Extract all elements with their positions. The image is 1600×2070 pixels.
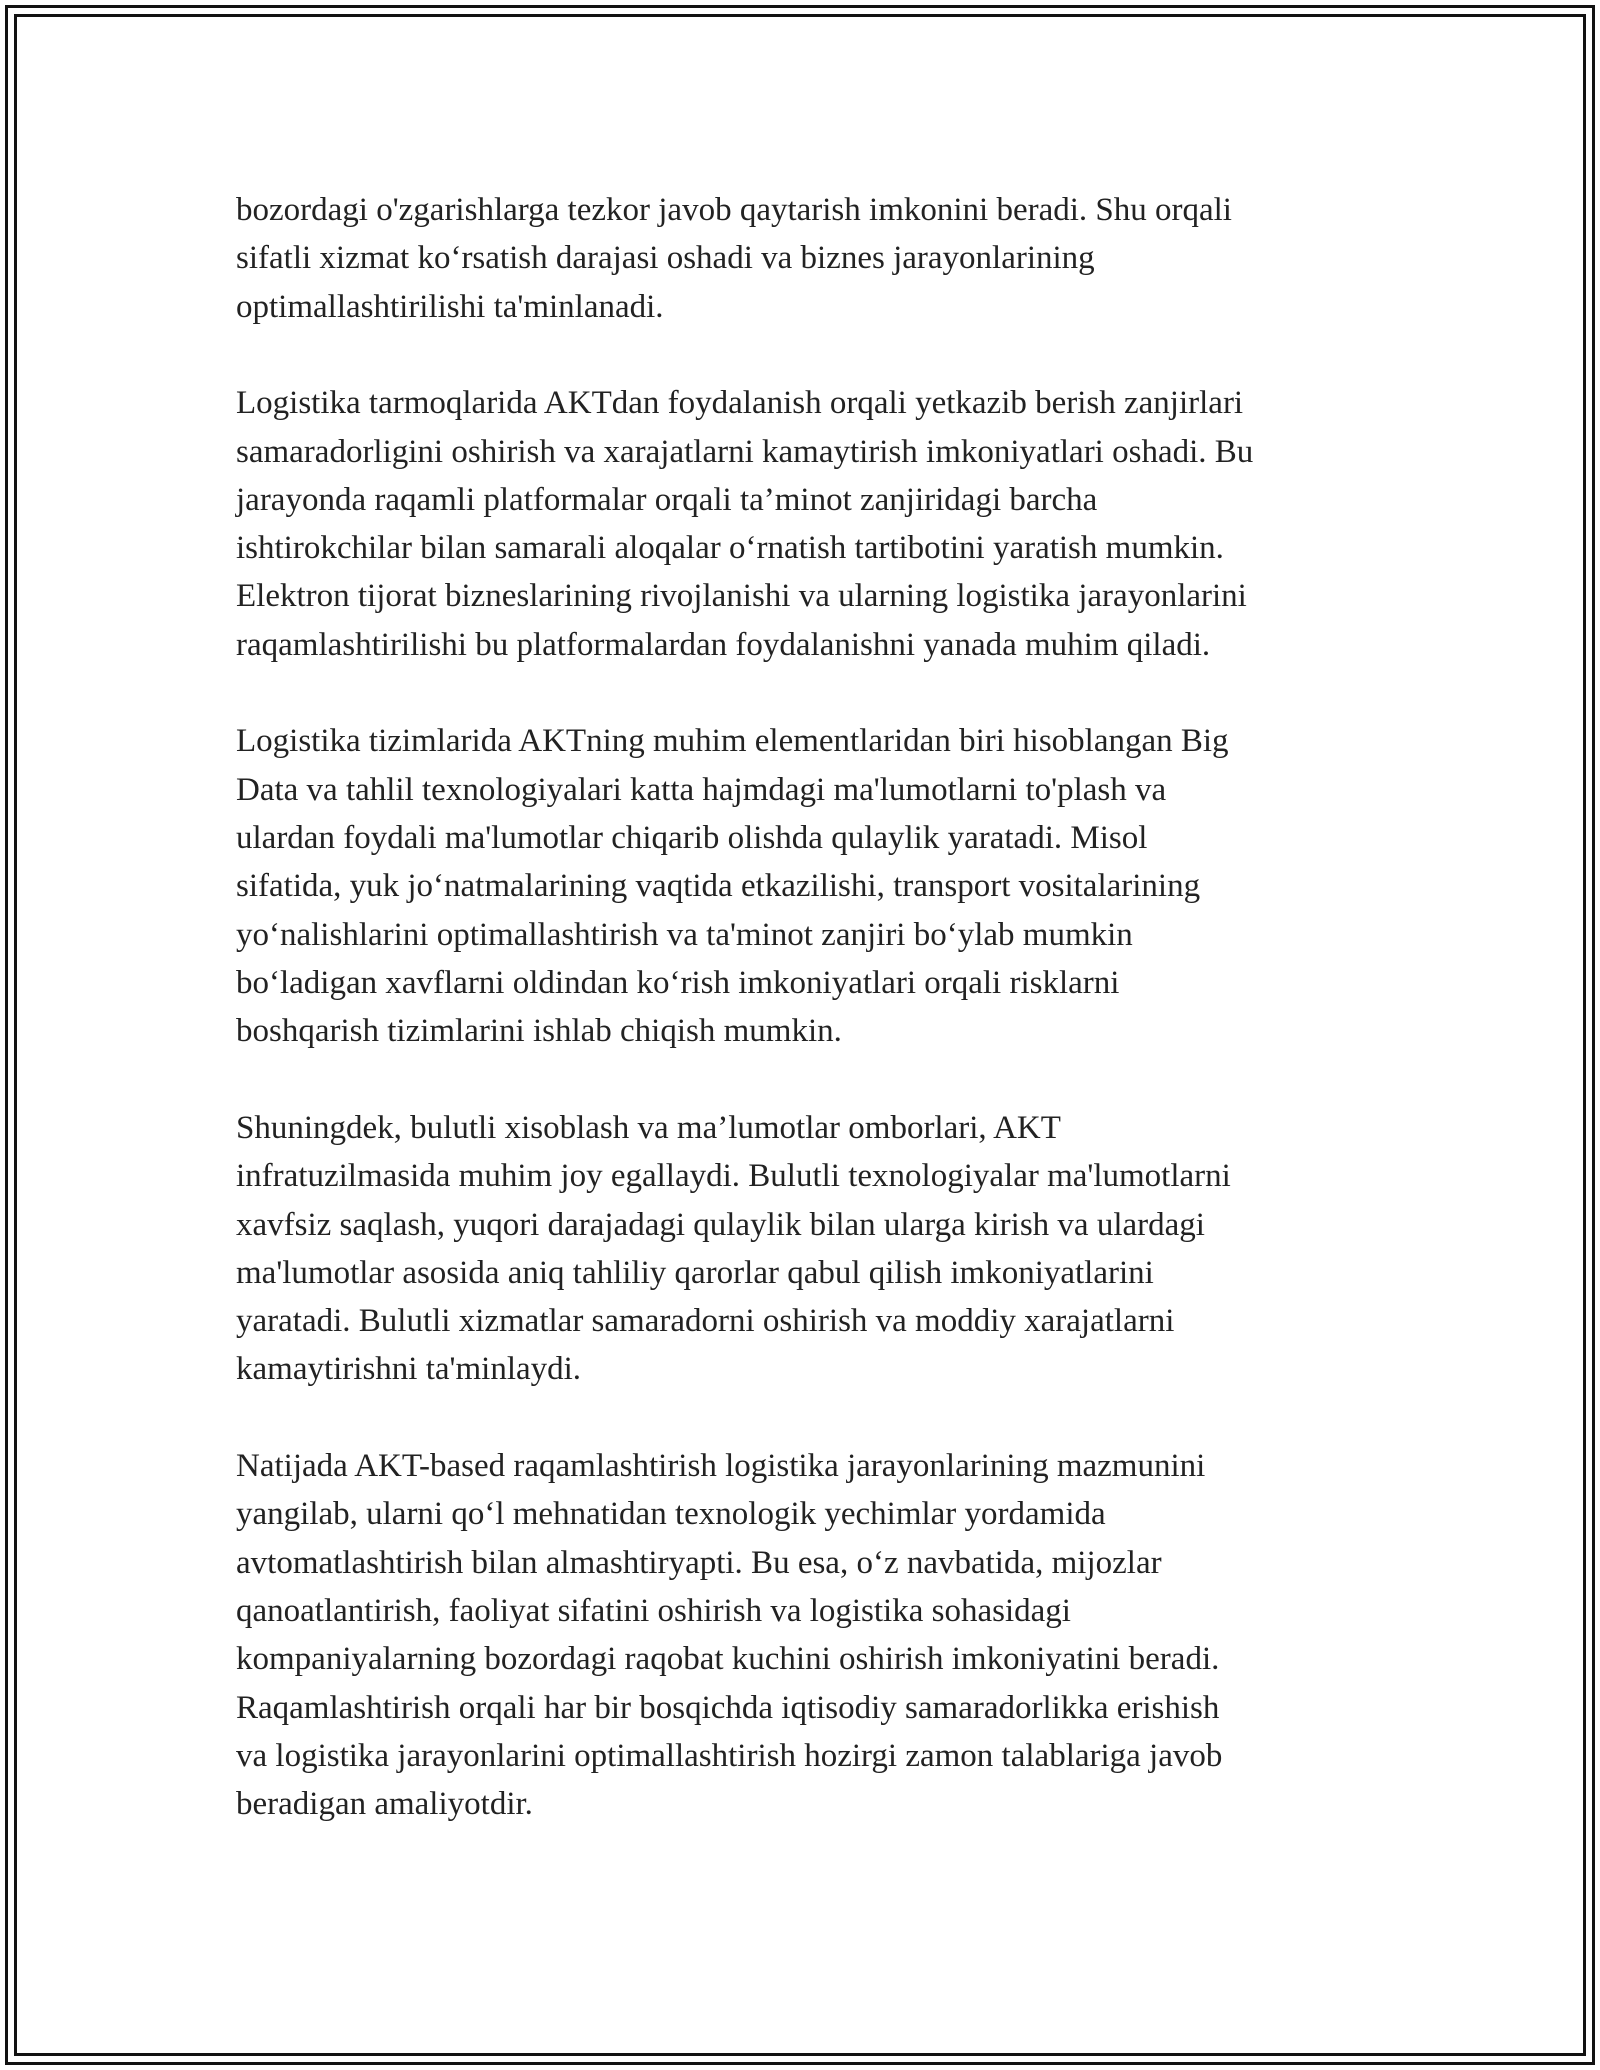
text-line: infratuzilmasida muhim joy egallaydi. Bulutli texnologiyalar ma'lumotlarni	[236, 1158, 1231, 1195]
text-line: boshqarish tizimlarini ishlab chiqish mumkin.	[236, 1013, 842, 1050]
text-line: Data va tahlil texnologiyalari katta hajmdagi ma'lumotlarni to'plash va	[236, 771, 1167, 808]
text-line: samaradorligini oshirish va xarajatlarni kamaytirish imkoniyatlari oshadi. Bu	[236, 433, 1254, 470]
text-line: Raqamlashtirish orqali har bir bosqichda iqtisodiy samaradorlikka erishish	[236, 1689, 1220, 1726]
text-line: xavfsiz saqlash, yuqori darajadagi qulaylik bilan ularga kirish va ulardagi	[236, 1206, 1205, 1243]
text-line: bo‘ladigan xavflarni oldindan ko‘rish imkoniyatlari orqali risklarni	[236, 964, 1120, 1001]
text-line: beradigan amaliyotdir.	[236, 1786, 533, 1823]
text-line: bozordagi o'zgarishlarga tezkor javob qaytarish imkonini beradi. Shu orqali	[236, 192, 1232, 228]
paragraph-4	[236, 1104, 1386, 1394]
text-line: qanoatlantirish, faoliyat sifatini oshirish va logistika sohasidagi	[236, 1592, 1071, 1629]
text-line: avtomatlashtirish bilan almashtiryapti. Bu esa, o‘z navbatida, mijozlar	[236, 1544, 1162, 1581]
text-line: yaratadi. Bulutli xizmatlar samaradorni oshirish va moddiy xarajatlarni	[236, 1303, 1175, 1340]
paragraph-2	[236, 379, 1386, 669]
text-line: optimallashtirilishi ta'minlanadi.	[236, 288, 664, 325]
text-line: yangilab, ularni qo‘l mehnatidan texnologik yechimlar yordamida	[236, 1496, 1106, 1533]
text-line: Logistika tizimlarida AKTning muhim elementlaridan biri hisoblangan Big	[236, 723, 1229, 760]
paragraph-5	[236, 1442, 1386, 1828]
text-line: ishtirokchilar bilan samarali aloqalar o‘rnatish tartibotini yaratish mumkin.	[236, 530, 1224, 567]
text-line: ulardan foydali ma'lumotlar chiqarib olishda qulaylik yaratadi. Misol	[236, 820, 1148, 857]
text-line: jarayonda raqamli platformalar orqali ta’minot zanjiridagi barcha	[236, 481, 1098, 518]
text-line: ma'lumotlar asosida aniq tahliliy qarorlar qabul qilish imkoniyatlarini	[236, 1254, 1154, 1291]
text-line: va logistika jarayonlarini optimallashtirish hozirgi zamon talablariga javob	[236, 1737, 1223, 1774]
text-line: sifatli xizmat ko‘rsatish darajasi oshadi va biznes jarayonlarining	[236, 240, 1095, 277]
paragraph-3	[236, 717, 1386, 1055]
text-line: Elektron tijorat bizneslarining rivojlanishi va ularning logistika jarayonlarini	[236, 578, 1247, 615]
text-line: kompaniyalarning bozordagi raqobat kuchini oshirish imkoniyatini beradi.	[236, 1641, 1220, 1678]
text-line: sifatida, yuk jo‘natmalarining vaqtida etkazilishi, transport vositalarining	[236, 868, 1201, 905]
text-line: Shuningdek, bulutli xisoblash va ma’lumotlar omborlari, AKT	[236, 1109, 1061, 1146]
text-line: Logistika tarmoqlarida AKTdan foydalanish orqali yetkazib berish zanjirlari	[236, 385, 1244, 422]
paragraph-1	[236, 186, 1386, 331]
document-body	[236, 186, 1386, 1877]
text-line: kamaytirishni ta'minlaydi.	[236, 1351, 582, 1388]
text-line: Natijada AKT-based raqamlashtirish logistika jarayonlarining mazmunini	[236, 1448, 1206, 1485]
text-line: raqamlashtirilishi bu platformalardan foydalanishni yanada muhim qiladi.	[236, 626, 1211, 663]
text-line: yo‘nalishlarini optimallashtirish va ta'minot zanjiri bo‘ylab mumkin	[236, 916, 1133, 953]
